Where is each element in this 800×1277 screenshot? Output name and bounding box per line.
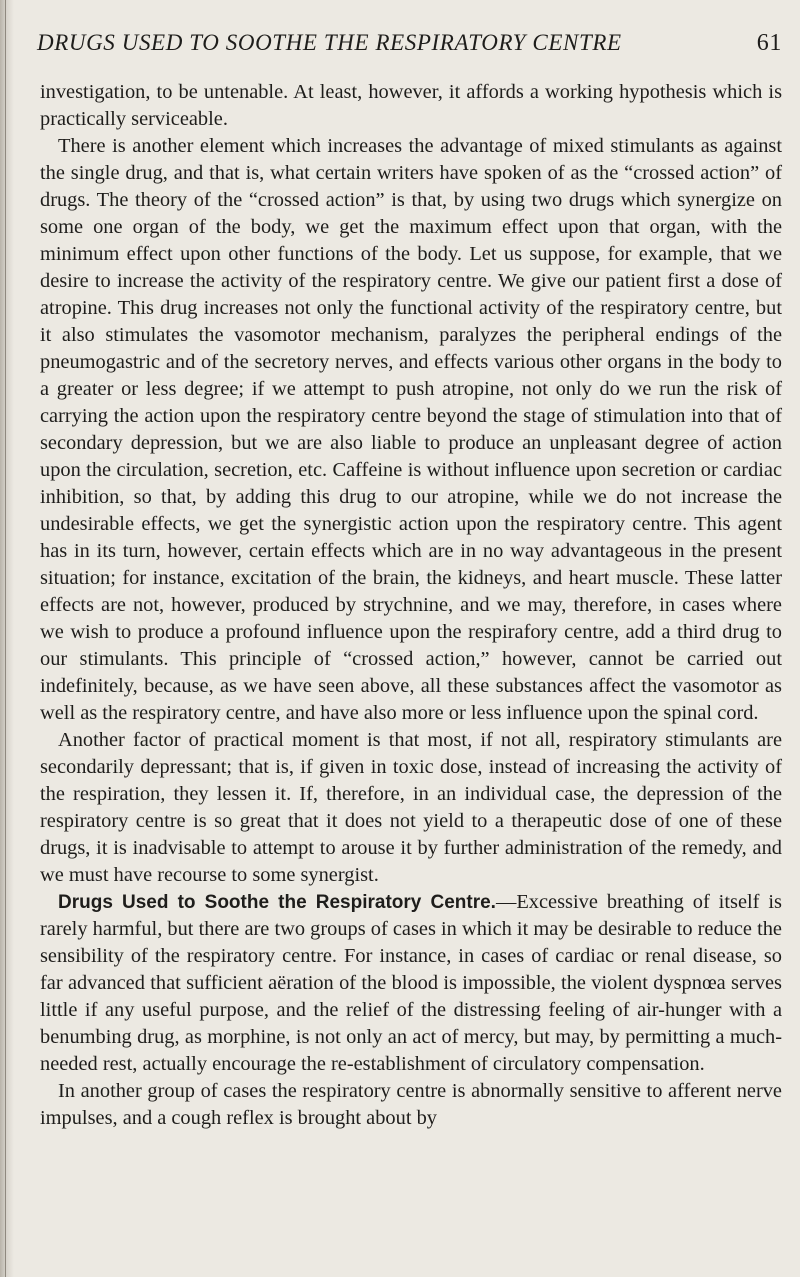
running-header: [22, 30, 782, 68]
book-page: [22, 30, 782, 1132]
section-heading-body: —Excessive breathing of itself is rarely harmful, but there are two groups of cases in which it may be desirable to reduce the sensibility of the respiratory centre. For instance, in cases of cardiac or renal disease, so far advanced that sufficient aëration of the blood is impossible, the violent dyspnœa serves little if any useful purpose, and the relief of the distressing feeling of air-hunger with a benumbing drug, as morphine, is not only an act of mercy, but may, by permitting a much-needed rest, actually encourage the re-establishment of circulatory compensation.: [40, 891, 782, 1075]
running-title: DRUGS USED TO SOOTHE THE RESPIRATORY CENTRE: [37, 30, 622, 55]
paragraph-secondary-depression: Another factor of practical moment is that most, if not all, respiratory stimulants are secondarily depressant; that is, if given in toxic dose, instead of increasing the activity of the respiration, they lessen it. If, therefore, in an individual case, the depression of the respiratory centre is so great that it does not yield to a therapeutic dose of one of these drugs, it is inadvisable to attempt to arouse it by further administration of the remedy, and we must have recourse to some synergist.: [40, 729, 782, 886]
page-number: 61: [756, 30, 782, 56]
paragraph-continued: investigation, to be untenable. At least, however, it affords a working hypothesis which is practically serviceable.: [40, 81, 782, 130]
paragraph-soothing-drugs: [22, 889, 782, 1078]
paragraph-cough-reflex: In another group of cases the respiratory centre is abnormally sensitive to afferent nerve impulses, and a cough reflex is brought about by: [40, 1080, 782, 1129]
body-text: [22, 79, 782, 1132]
gutter-fold-line: [5, 0, 6, 1277]
paragraph-crossed-action: There is another element which increases the advantage of mixed stimulants as against the single drug, and that is, what certain writers have spoken of as the “crossed action” of drugs. The theory of the “crossed action” is that, by using two drugs which synergize on some one organ of the body, we get the maximum effect upon that organ, with the minimum effect upon other functions of the body. Let us suppose, for example, that we desire to increase the activity of the respiratory centre. We give our patient first a dose of atropine. This drug increases not only the functional activity of the respiratory centre, but it also stimulates the vasomotor mechanism, paralyzes the peripheral endings of the pneumogastric and of the secretory nerves, and effects various other organs in the body to a greater or less degree; if we attempt to push atropine, not only do we run the risk of carrying the action upon the respiratory centre beyond the stage of stimulation into that of secondary depression, but we are also liable to produce an unpleasant degree of action upon the circulation, secretion, etc. Caffeine is without influence upon secretion or cardiac inhibition, so that, by adding this drug to our atropine, while we do not increase the undesirable effects, we get the synergistic action upon the respiratory centre. This agent has in its turn, however, certain effects which are in no way advantageous in the present situation; for instance, excitation of the brain, the kidneys, and heart muscle. These latter effects are not, however, produced by strychnine, and we may, therefore, in cases where we wish to produce a profound influence upon the respirafory centre, add a third drug to our stimulants. This principle of “crossed action,” however, cannot be carried out indefinitely, because, as we have seen above, all these substances affect the vasomotor as well as the respiratory centre, and have also more or less influence upon the spinal cord.: [40, 135, 782, 724]
book-gutter-shadow: [0, 0, 14, 1277]
section-heading: Drugs Used to Soothe the Respiratory Centre.: [58, 892, 496, 913]
